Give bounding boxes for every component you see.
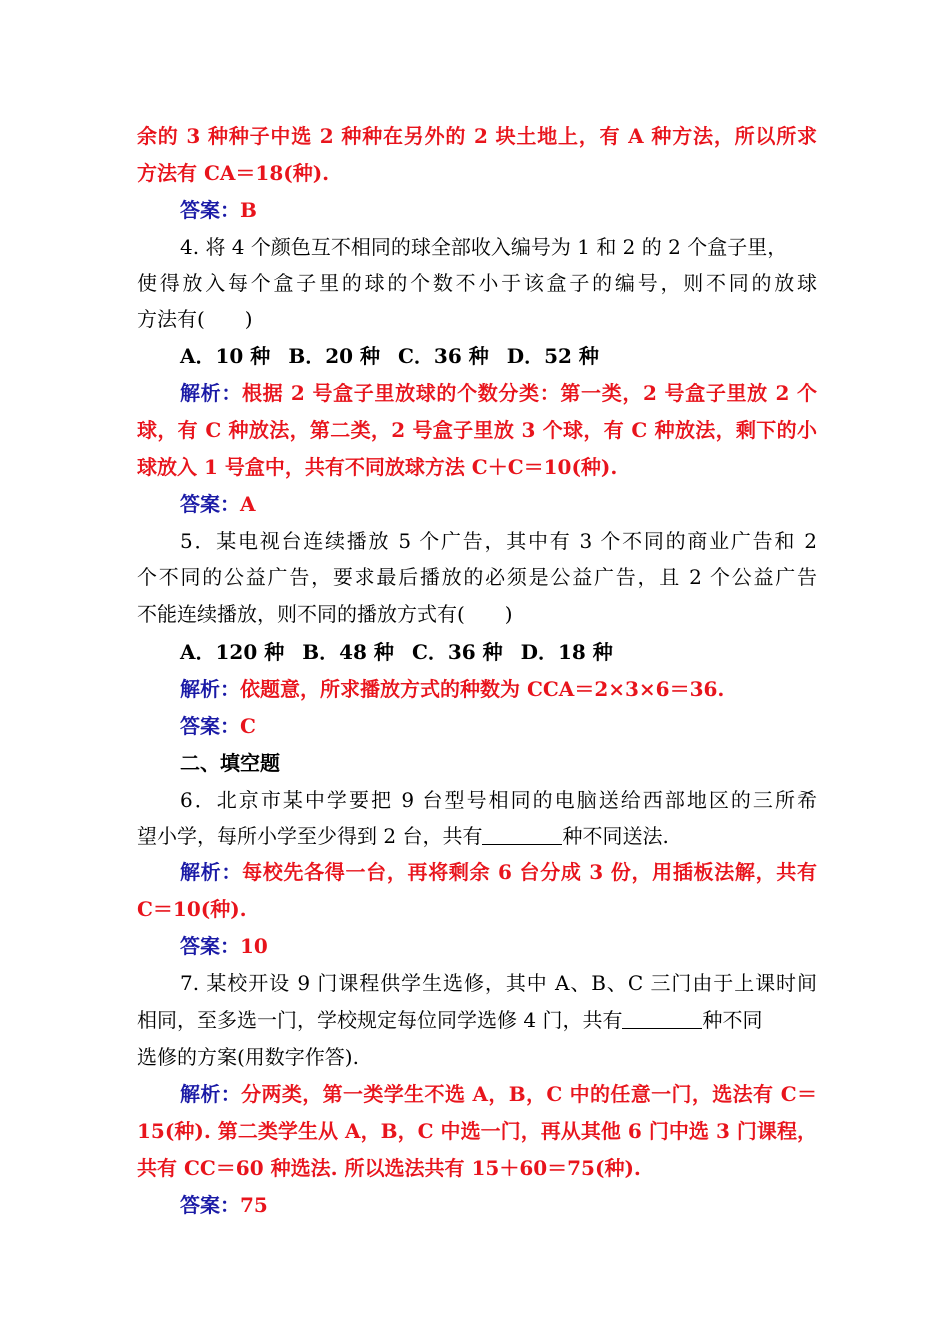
q4-options [180, 341, 817, 371]
q6-blank [482, 824, 562, 845]
q6-question-line1: 6．北京市某中学要把 9 台型号相同的电脑送给西部地区的三所希 [180, 788, 817, 812]
q6-answer [180, 931, 817, 961]
q7-question-line3: 选修的方案(用数字作答). [137, 1045, 359, 1069]
q4-option-b: B．20 种 [288, 344, 381, 368]
analysis-text: 根据 2 号盒子里放球的个数分类：第一类，2 号盒子里放 2 个 [241, 381, 818, 405]
q4-question-line3: 方法有( ) [137, 307, 253, 331]
answer-value: 75 [240, 1193, 268, 1217]
q6-text-before-blank: 望小学，每所小学至少得到 2 台，共有 [137, 824, 483, 848]
q5-options [180, 637, 817, 667]
analysis-text: 依题意，所求播放方式的种数为 CCA＝2×3×6＝36. [240, 677, 725, 701]
q7-question-line2 [137, 1005, 817, 1035]
q6-text-after-blank: 种不同送法. [562, 824, 669, 848]
q7-question-line1: 7. 某校开设 9 门课程供学生选修，其中 A、B、C 三门由于上课时间 [180, 971, 817, 995]
q4-analysis-line2: 球，有 C 种放法，第二类，2 号盒子里放 3 个球，有 C 种放法，剩下的小 [137, 418, 817, 442]
q5-analysis-line1 [180, 674, 817, 704]
answer-value: B [240, 198, 257, 222]
q7-analysis-line3: 共有 CC＝60 种选法. 所以选法共有 15＋60＝75(种). [137, 1156, 641, 1180]
analysis-label: 解析： [180, 860, 243, 884]
q7-text-after-blank: 种不同 [702, 1008, 763, 1032]
analysis-label: 解析： [180, 381, 242, 405]
section-heading: 二、填空题 [180, 751, 280, 775]
q7-blank [622, 1008, 702, 1029]
answer-label: 答案： [180, 714, 240, 738]
q3-answer [180, 195, 817, 225]
answer-label: 答案： [180, 198, 240, 222]
q5-option-b: B．48 种 [302, 640, 394, 664]
q4-answer [180, 489, 817, 519]
q5-question-line3: 不能连续播放，则不同的播放方式有( ) [137, 602, 513, 626]
analysis-text: 每校先各得一台，再将剩余 6 台分成 3 份，用插板法解，共有 [242, 860, 817, 884]
q3-analysis-line1: 余的 3 种种子中选 2 种种在另外的 2 块土地上，有 A 种方法，所以所求 [137, 124, 817, 148]
analysis-label: 解析： [180, 1082, 242, 1106]
analysis-text: 分两类，第一类学生不选 A，B，C 中的任意一门，选法有 C＝ [241, 1082, 818, 1106]
q5-option-d: D．18 种 [520, 640, 613, 664]
q7-answer [180, 1190, 817, 1220]
answer-value: A [240, 492, 256, 516]
q4-analysis-line3: 球放入 1 号盒中，共有不同放球方法 C＋C＝10(种). [137, 455, 618, 479]
q6-analysis-line1 [180, 857, 817, 887]
answer-label: 答案： [180, 934, 240, 958]
q7-analysis-line1 [180, 1079, 817, 1109]
q5-question-line1: 5．某电视台连续播放 5 个广告，其中有 3 个不同的商业广告和 2 [180, 529, 817, 553]
q4-question-line1: 4. 将 4 个颜色互不相同的球全部收入编号为 1 和 2 的 2 个盒子里， [180, 235, 788, 259]
q7-analysis-line2: 15(种). 第二类学生从 A，B，C 中选一门，再从其他 6 门中选 3 门课程， [137, 1119, 817, 1143]
q5-option-a: A．120 种 [180, 640, 285, 664]
q5-option-c: C．36 种 [411, 640, 503, 664]
q5-question-line2: 个不同的公益广告，要求最后播放的必须是公益广告，且 2 个公益广告 [137, 565, 817, 589]
q6-question-line2 [137, 821, 817, 851]
answer-value: 10 [240, 934, 268, 958]
q4-question-line2: 使得放入每个盒子里的球的个数不小于该盒子的编号，则不同的放球 [137, 271, 817, 295]
q6-analysis-line2: C＝10(种). [137, 897, 247, 921]
q7-text-before-blank: 相同，至多选一门，学校规定每位同学选修 4 门，共有 [137, 1008, 623, 1032]
q4-option-c: C．36 种 [398, 344, 489, 368]
analysis-label: 解析： [180, 677, 240, 701]
answer-value: C [240, 714, 256, 738]
answer-label: 答案： [180, 492, 240, 516]
q4-analysis-line1 [180, 378, 817, 408]
answer-label: 答案： [180, 1193, 240, 1217]
q5-answer [180, 711, 817, 741]
q4-option-d: D．52 种 [506, 344, 599, 368]
q3-analysis-line2: 方法有 CA＝18(种). [137, 161, 330, 185]
q4-option-a: A．10 种 [180, 344, 271, 368]
